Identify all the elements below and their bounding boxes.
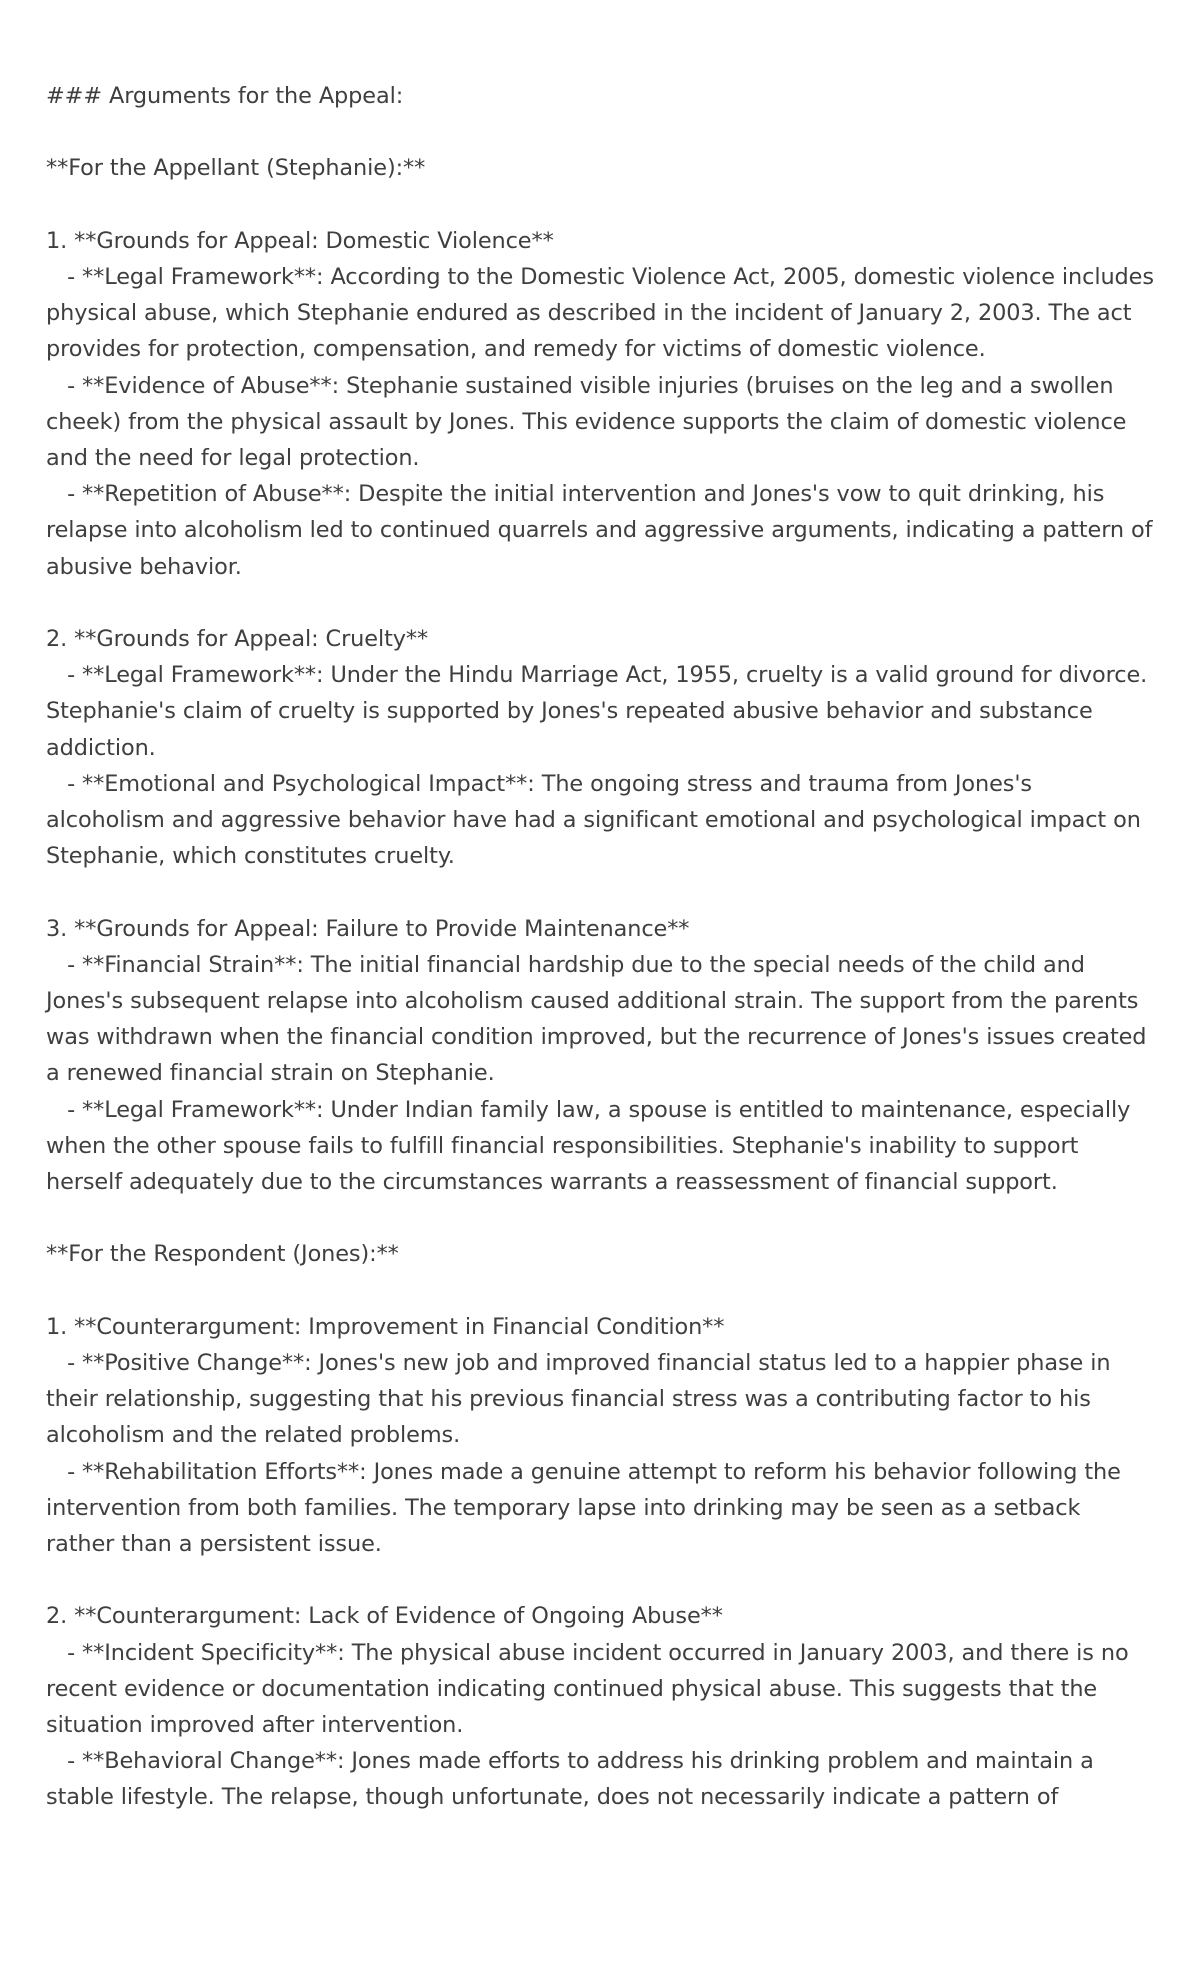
appellant-point-2-sub-2: - **Emotional and Psychological Impact**: The ongoing stress and trauma from Jones's alcoholism and aggressive behavior have had a significant emotional and psychological impact on Stephanie, which constitutes cruelty. (46, 770, 1148, 870)
spacer (46, 874, 1154, 910)
appellant-point-3-title: 3. **Grounds for Appeal: Failure to Provide Maintenance** (46, 915, 690, 942)
spacer (46, 1273, 1154, 1309)
spacer (46, 1200, 1154, 1236)
respondent-point-2-sub-2: - **Behavioral Change**: Jones made efforts to address his drinking problem and maintain a stable lifestyle. The relapse, though unfortunate, does not necessarily indicate a pattern of (46, 1748, 1101, 1811)
respondent-point-1-sub-1: - **Positive Change**: Jones's new job and improved financial status led to a happier phase in their relationship, suggesting that his previous financial stress was a contributing factor to his alcoholism and the related problems. (46, 1350, 1118, 1449)
spacer (46, 187, 1154, 223)
appellant-point-2-title: 2. **Grounds for Appeal: Cruelty** (46, 626, 429, 652)
appellant-point-1-title: 1. **Grounds for Appeal: Domestic Violence** (46, 227, 554, 254)
respondent-point-1-title: 1. **Counterargument: Improvement in Financial Condition** (46, 1313, 725, 1340)
respondent-point-2-title: 2. **Counterargument: Lack of Evidence of Ongoing Abuse** (46, 1603, 723, 1630)
appellant-heading: **For the Appellant (Stephanie):** (46, 155, 426, 182)
section-heading: ### Arguments for the Appeal: (46, 83, 404, 109)
respondent-point-2-sub-1: - **Incident Specificity**: The physical abuse incident occurred in January 2003, and there is no recent evidence or documentation indicating continued physical abuse. This suggests that the situation improved after intervention. (46, 1639, 1136, 1739)
respondent-heading: **For the Respondent (Jones):** (46, 1241, 399, 1268)
appellant-point-3-sub-1: - **Financial Strain**: The initial financial hardship due to the special needs of the child and Jones's subsequent relapse into alcoholism caused additional strain. The support from the parents was withdrawn when the financial condition improved, but the recurrence of Jones's issues created a renewed financial strain on Stephanie. (46, 951, 1154, 1087)
appellant-point-1-sub-1: - **Legal Framework**: According to the Domestic Violence Act, 2005, domestic violence includes physical abuse, which Stephanie endured as described in the incident of January 2, 2003. The act provides for protection, compensation, and remedy for victims of domestic violence. (46, 263, 1161, 363)
spacer (46, 585, 1154, 621)
respondent-point-1-sub-2: - **Rehabilitation Efforts**: Jones made a genuine attempt to reform his behavior following the intervention from both families. The temporary lapse into drinking may be seen as a setback rather than a persistent issue. (46, 1458, 1128, 1558)
appellant-point-3-sub-2: - **Legal Framework**: Under Indian family law, a spouse is entitled to maintenance, especially when the other spouse fails to fulfill financial responsibilities. Stephanie's inability to support herself adequately due to the circumstances warrants a reassessment of financial support. (46, 1096, 1138, 1196)
spacer (46, 1562, 1154, 1598)
appellant-point-1-sub-2: - **Evidence of Abuse**: Stephanie sustained visible injuries (bruises on the leg and a swollen cheek) from the physical assault by Jones. This evidence supports the claim of domestic violence and the need for legal protection. (46, 372, 1134, 471)
appellant-point-1-sub-3: - **Repetition of Abuse**: Despite the initial intervention and Jones's vow to quit drinking, his relapse into alcoholism led to continued quarrels and aggressive arguments, indicating a pattern of abusive behavior. (46, 481, 1160, 580)
appellant-point-2-sub-1: - **Legal Framework**: Under the Hindu Marriage Act, 1955, cruelty is a valid ground for divorce. Stephanie's claim of cruelty is supported by Jones's repeated abusive behavior and substance addiction. (46, 662, 1155, 761)
spacer (46, 114, 1154, 150)
